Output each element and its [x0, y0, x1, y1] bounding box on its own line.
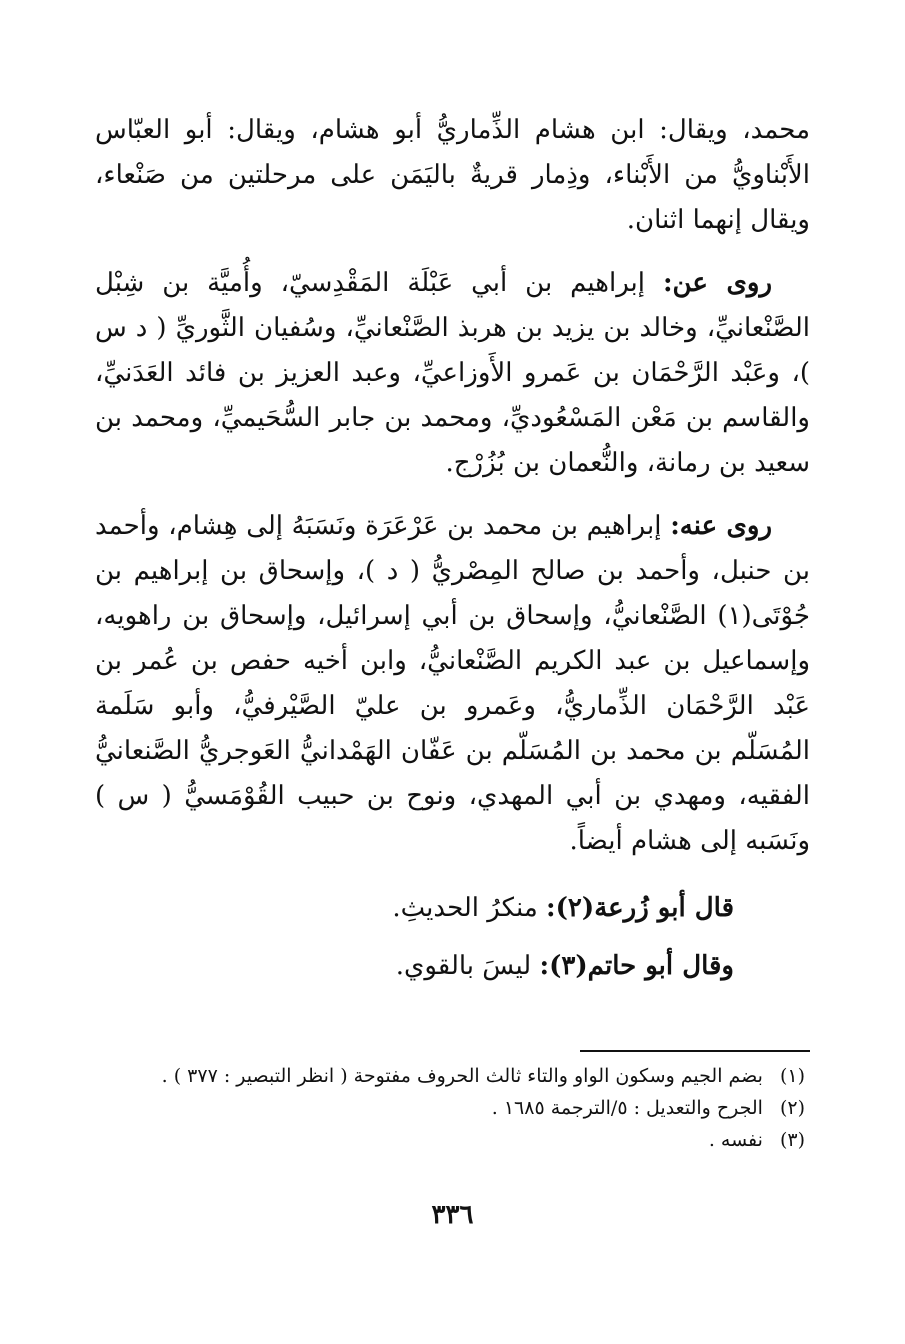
- intro-text: محمد، ويقال: ابن هشام الذِّماريُّ أبو هشام، ويقال: أبو العبّاس الأَبْناويُّ من الأَبْناء، وذِمار قريةٌ باليَمَن على مرحلتين من صَنْعاء، ويقال إنهما اثنان.: [95, 115, 810, 235]
- quote-speaker: وقال أبو حاتم(٣):: [539, 951, 734, 981]
- footnote-text: بضم الجيم وسكون الواو والتاء ثالث الحروف مفتوحة ( انظر التبصير : ٣٧٧ ) .: [161, 1065, 763, 1087]
- quote-speaker: قال أبو زُرعة(٢):: [546, 893, 734, 923]
- narrated-by-paragraph: [95, 504, 810, 864]
- footnote-number: (٢): [779, 1097, 805, 1119]
- footnote-number: (١): [779, 1065, 805, 1087]
- footnote-number: (٣): [779, 1129, 805, 1151]
- footnote-text: نفسه .: [708, 1129, 763, 1151]
- quote-abu-hatim: [95, 940, 810, 992]
- narrated-from-paragraph: [95, 261, 810, 486]
- page-number: ٣٣٦: [431, 1200, 474, 1230]
- narrated-by-text: إبراهيم بن محمد بن عَرْعَرَة ونَسَبَهُ إلى هِشام، وأحمد بن حنبل، وأحمد بن صالح المِصْريُّ ( د )، وإسحاق بن إبراهيم بن جُوْتَى(١) الصَّنْعانيُّ، وإسحاق بن أبي إسرائيل، وإسحاق بن راهويه، وإسماعيل بن عبد الكريم الصَّنْعانيُّ، وابن أخيه حفص بن عُمر بن عَبْد الرَّحْمَان الذِّماريُّ، وعَمرو بن عليّ الصَّيْرفيُّ، وأبو سَلَمة المُسَلّم بن محمد بن المُسَلّم بن عَفّان الهَمْدانيُّ العَوجريُّ الصَّنعانيُّ الفقيه، ومهدي بن أبي المهدي، ونوح بن حبيب القُوْمَسيُّ ( س ) ونَسَبه إلى هشام أيضاً.: [95, 511, 810, 856]
- quote-text: منكرُ الحديثِ.: [392, 893, 538, 923]
- narrated-from-text: إبراهيم بن أبي عَبْلَة المَقْدِسيّ، وأُميَّة بن شِبْل الصَّنْعانيِّ، وخالد بن يزيد بن هربذ الصَّنْعانيِّ، وسُفيان الثَّوريِّ ( د س )، وعَبْد الرَّحْمَان بن عَمرو الأَوزاعيِّ، وعبد العزيز بن فائد العَدَنيِّ، والقاسم بن مَعْن المَسْعُوديِّ، ومحمد بن جابر السُّحَيميِّ، ومحمد بن سعيد بن رمانة، والنُّعمان بن بُزُرْج.: [95, 268, 810, 478]
- intro-paragraph: [95, 108, 810, 243]
- narrated-by-label: روى عنه:: [670, 511, 773, 541]
- footnote-item: [95, 1124, 805, 1156]
- main-text: [95, 108, 810, 998]
- footnote-text: الجرح والتعديل : ٥/الترجمة ١٦٨٥ .: [491, 1097, 763, 1119]
- footnotes: [95, 1060, 805, 1156]
- quote-abu-zura: [95, 882, 810, 934]
- footnote-item: [95, 1060, 805, 1092]
- footnote-item: [95, 1092, 805, 1124]
- narrated-from-label: روى عن:: [662, 268, 773, 298]
- footnote-divider: [580, 1050, 810, 1052]
- quote-text: ليسَ بالقوي.: [395, 951, 532, 981]
